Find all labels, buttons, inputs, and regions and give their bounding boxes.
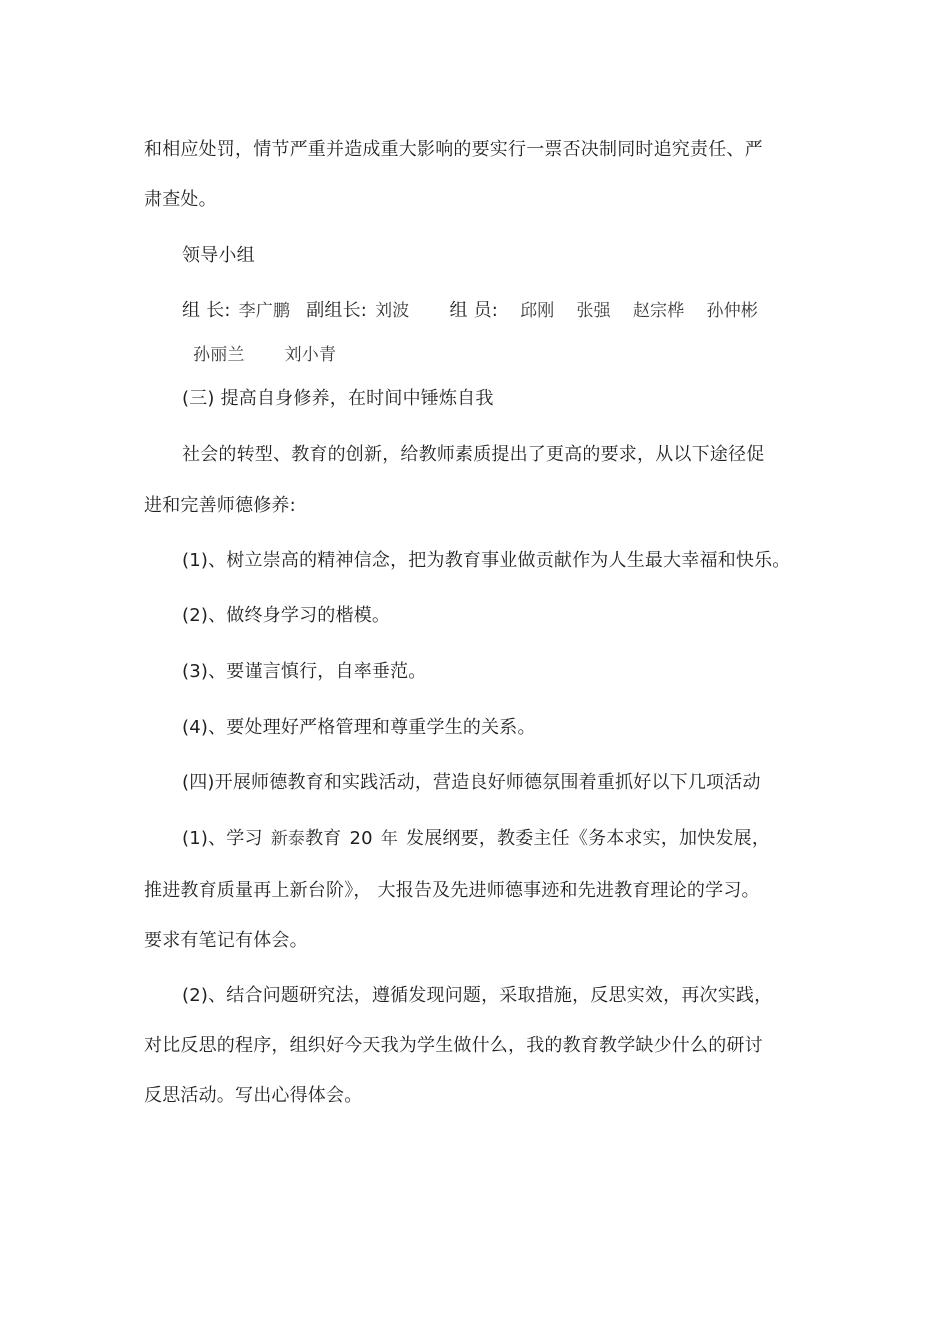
leadership-roster [182,299,758,323]
list-item: (4)、要处理好严格管理和尊重学生的关系。 [182,717,536,738]
leadership-roster-continued [193,343,336,367]
list-item: (1)、树立崇高的精神信念，把为教育事业做贡献作为人生最大幸福和快乐。 [182,550,791,571]
list-item: (2)、结合问题研究法，遵循发现问题，采取措施，反思实效，再次实践， [182,985,773,1006]
paragraph-line: 对比反思的程序，组织好今天我为学生做什么，我的教育教学缺少什么的研讨 [144,1035,763,1056]
paragraph-line: 进和完善师德修养: [144,495,296,516]
paragraph-line: 肃查处。 [144,189,217,210]
paragraph-line: 要求有笔记有体会。 [144,930,308,951]
paragraph-line: 反思活动。写出心得体会。 [144,1085,363,1106]
members-label: 组 员: [449,300,499,321]
paragraph-line: 社会的转型、教育的创新，给教师素质提出了更高的要求，从以下途径促 [182,444,765,465]
section-heading-4: (四)开展师德教育和实践活动，营造良好师德氛围着重抓好以下几项活动 [182,772,761,793]
list-item: (3)、要谨言慎行，自率垂范。 [182,661,427,682]
year-number: 20 [349,828,373,849]
paragraph-line: 和相应处罚，情节严重并造成重大影响的要实行一票否决制同时追究责任、严 [144,139,763,160]
list-item-text: 教育 [305,828,342,849]
section-heading-3: (三) 提高自身修养，在时间中锤炼自我 [182,388,494,409]
head-name: 李广鹏 [238,301,291,321]
member-name: 邱刚 [520,301,555,321]
member-name: 孙丽兰 [193,345,245,365]
member-name: 赵宗桦 [632,301,685,321]
list-item: (2)、做终身学习的楷模。 [182,605,391,626]
head-label: 组 长: [182,300,231,321]
member-name: 刘小青 [284,345,337,365]
place-name: 新泰 [270,829,306,849]
deputy-label: 副组长: [306,300,368,321]
section-heading-leadership: 领导小组 [182,245,255,266]
year-unit: 年 [380,829,399,849]
member-name: 孙仲彬 [706,301,759,321]
list-item-text: 发展纲要，教委主任《务本求实，加快发展， [406,828,771,849]
list-item-prefix: (1)、学习 [182,828,263,849]
member-name: 张强 [576,301,611,321]
list-item [182,827,770,851]
paragraph-line: 推进教育质量再上新台阶》， 大报告及先进师德事迹和先进教育理论的学习。 [144,880,760,901]
deputy-name: 刘波 [375,301,410,321]
